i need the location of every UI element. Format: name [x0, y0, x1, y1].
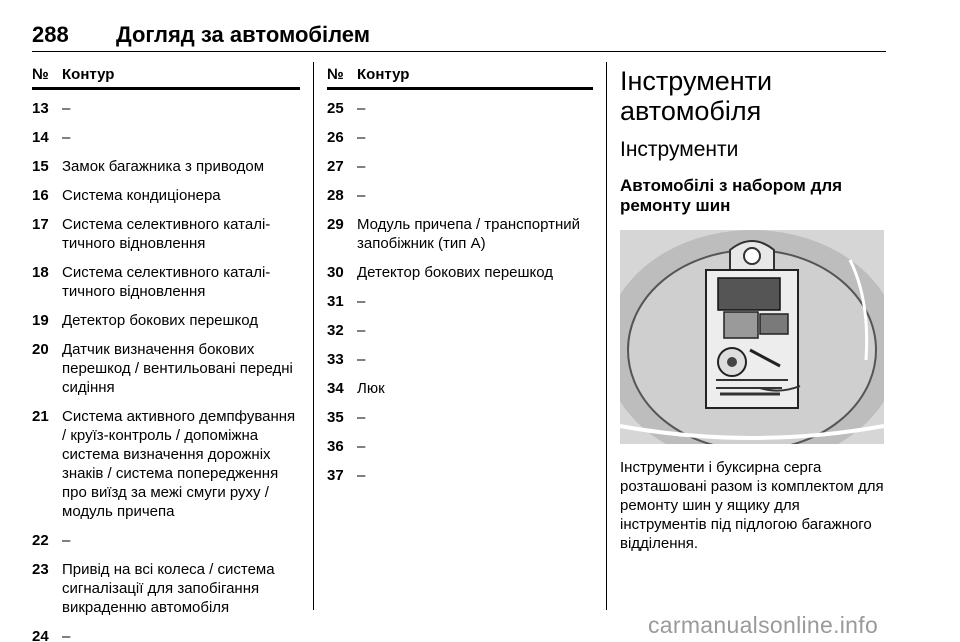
- table-row: [327, 99, 593, 118]
- circuit-name: Система селективного каталітичного відновлення: [62, 264, 271, 300]
- circuit-name: Модуль причепа / транспортний запобіжник (тип A): [357, 216, 581, 252]
- col-name-header: Контур: [62, 66, 115, 83]
- circuit-name: Привід на всі колеса / система сигналізації для запобігання викраденню автомобіля: [62, 561, 275, 616]
- table-row: [327, 350, 593, 369]
- section-heading: Інструменти автомобіля: [620, 66, 773, 126]
- table-row: [327, 263, 593, 282]
- table-row: [327, 157, 593, 176]
- circuit-number: 33: [327, 351, 344, 368]
- circuit-number: 24: [32, 628, 49, 642]
- subsection-heading: Інструменти: [620, 138, 739, 161]
- circuit-name: –: [357, 351, 366, 368]
- tool-box-illustration: [620, 230, 884, 444]
- circuit-number: 36: [327, 438, 344, 455]
- circuit-number: 25: [327, 100, 344, 117]
- circuit-name: –: [357, 293, 366, 310]
- table-header: [32, 66, 300, 90]
- column-divider-1: [313, 62, 314, 610]
- circuit-number: 20: [32, 341, 49, 358]
- table-row: [32, 99, 300, 118]
- circuit-number: 14: [32, 129, 49, 146]
- table-row: [32, 215, 300, 253]
- col-no-header: №: [327, 66, 344, 83]
- watermark: carmanualsonline.info: [648, 612, 879, 638]
- circuit-number: 22: [32, 532, 49, 549]
- table-row: [327, 437, 593, 456]
- table-row: [327, 321, 593, 340]
- circuit-number: 26: [327, 129, 344, 146]
- circuit-number: 23: [32, 561, 49, 578]
- section-body-text: Інструменти і буксирна серга розташовані разом із комплектом для ремонту шин у ящику для інструментів під підлогою багажного відділення.: [620, 459, 884, 552]
- circuit-name: Датчик визначення бокових перешкод / вентильовані передні сидіння: [62, 341, 293, 396]
- circuit-number: 18: [32, 264, 49, 281]
- table-row: [32, 340, 300, 397]
- circuit-number: 31: [327, 293, 344, 310]
- col-name-header: Контур: [357, 66, 410, 83]
- circuit-number: 34: [327, 380, 344, 397]
- page-number: 288: [32, 22, 69, 47]
- circuit-name: –: [357, 100, 366, 117]
- circuit-number: 17: [32, 216, 49, 233]
- table-row: [327, 215, 593, 253]
- tools-section: [620, 66, 890, 553]
- circuit-name: Замок багажника з приводом: [62, 158, 265, 175]
- table-rows-middle: [327, 99, 593, 485]
- circuit-number: 21: [32, 408, 49, 425]
- circuit-name: Система селективного каталітичного відновлення: [62, 216, 271, 252]
- table-row: [32, 157, 300, 176]
- fuse-table-middle: [327, 66, 593, 495]
- table-row: [327, 408, 593, 427]
- circuit-name: Система кондиціонера: [62, 187, 221, 204]
- circuit-name: –: [62, 628, 71, 642]
- circuit-number: 32: [327, 322, 344, 339]
- table-row: [327, 292, 593, 311]
- circuit-number: 30: [327, 264, 344, 281]
- circuit-number: 29: [327, 216, 344, 233]
- circuit-name: –: [62, 129, 71, 146]
- table-row: [32, 263, 300, 301]
- circuit-name: –: [357, 467, 366, 484]
- column-divider-2: [606, 62, 607, 610]
- circuit-name: –: [357, 129, 366, 146]
- circuit-name: –: [357, 322, 366, 339]
- circuit-number: 13: [32, 100, 49, 117]
- table-row: [32, 186, 300, 205]
- table-row: [32, 128, 300, 147]
- circuit-name: –: [62, 532, 71, 549]
- table-row: [327, 379, 593, 398]
- circuit-number: 16: [32, 187, 49, 204]
- table-row: [327, 128, 593, 147]
- table-rows-left: [32, 99, 300, 642]
- table-row: [32, 407, 300, 521]
- subsubsection-heading: Автомобілі з набором для ремонту шин: [620, 176, 843, 215]
- circuit-name: –: [357, 409, 366, 426]
- col-no-header: №: [32, 66, 49, 83]
- circuit-number: 35: [327, 409, 344, 426]
- circuit-name: –: [357, 187, 366, 204]
- circuit-number: 37: [327, 467, 344, 484]
- table-row: [32, 311, 300, 330]
- table-row: [32, 560, 300, 617]
- circuit-name: Люк: [357, 380, 385, 397]
- fuse-table-left: [32, 66, 300, 642]
- circuit-number: 15: [32, 158, 49, 175]
- circuit-name: –: [357, 438, 366, 455]
- circuit-name: Система активного демпфування / круїз-контроль / допоміжна система визначення дорожніх знаків / система попередження про виїзд за межі смуги руху / модуль причепа: [62, 408, 296, 520]
- page-title: Догляд за автомобілем: [116, 22, 371, 47]
- circuit-number: 27: [327, 158, 344, 175]
- table-header: [327, 66, 593, 90]
- circuit-number: 28: [327, 187, 344, 204]
- circuit-name: –: [62, 100, 71, 117]
- circuit-number: 19: [32, 312, 49, 329]
- table-row: [32, 627, 300, 642]
- circuit-name: Детектор бокових перешкод: [357, 264, 554, 281]
- circuit-name: –: [357, 158, 366, 175]
- table-row: [327, 186, 593, 205]
- circuit-name: Детектор бокових перешкод: [62, 312, 259, 329]
- table-row: [32, 531, 300, 550]
- table-row: [327, 466, 593, 485]
- page-header: [32, 22, 886, 52]
